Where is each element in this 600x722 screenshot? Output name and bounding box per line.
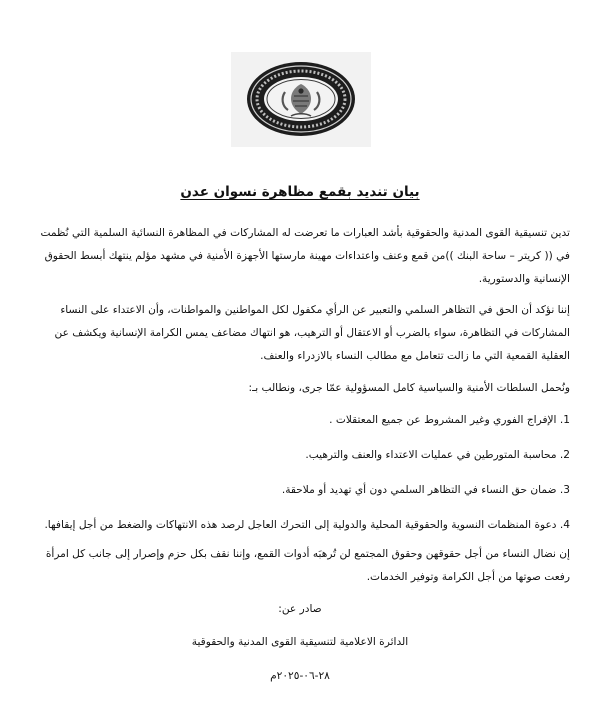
demand-item-1: 1. الإفراج الفوري وغير المشروط عن جميع المعتقلات . — [329, 414, 570, 426]
statement-date: ٢٨-٠٦-٢٠٢٥م — [270, 670, 330, 682]
closing-paragraph: إن نضال النساء من أجل حقوقهن وحقوق المجتمع لن تُرهبَه أدوات القمع، وإننا نقف بكل حزم وإصرار إلى جانب كل امرأة رفعت صوتها من أجل الكرامة وتوفير الخدمات. — [45, 548, 570, 583]
demands-intro: ونُحمل السلطات الأمنية والسياسية كامل المسؤولية عمّا جرى، ونطالب بـ: — [248, 382, 570, 394]
statement-title: بيان تنديد بقمع مظاهرة نسوان عدن — [180, 184, 420, 200]
demand-item-2: 2. محاسبة المتورطين في عمليات الاعتداء والعنف والترهيب. — [305, 449, 570, 461]
seal-emblem-icon — [231, 52, 371, 147]
issued-by-label: صادر عن: — [278, 603, 322, 615]
issuing-organization: الدائرة الاعلامية لتنسيقية القوى المدنية والحقوقية — [191, 636, 409, 648]
demand-item-3: 3. ضمان حق النساء في التظاهر السلمي دون أي تهديد أو ملاحقة. — [281, 484, 570, 496]
organization-logo — [231, 52, 371, 147]
statement-body — [30, 222, 570, 688]
demand-item-4: 4. دعوة المنظمات النسوية والحقوقية المحلية والدولية إلى التحرك العاجل لرصد هذه الانتهاكات والضغط من أجل إيقافها. — [44, 519, 570, 531]
intro-paragraph: تدين تنسيقية القوى المدنية والحقوقية بأشد العبارات ما تعرضت له المشاركات في المظاهرة النسائية السلمية التي نُظمت في (( كريتر – ساحة البنك ))من قمع وعنف واعتداءات مهينة مارستها الأجهزة الأمنية في مشهد مؤلم ينتهك أبسط الحقوق الإنسانية والدستورية. — [40, 227, 570, 285]
rights-paragraph: إننا نؤكد أن الحق في التظاهر السلمي والتعبير عن الرأي مكفول لكل المواطنين والمواطنات، وأن الاعتداء على النساء المشاركات في التظاهرة، سواء بالضرب أو الاعتقال أو الترهيب، هو انتهاك مضاعف يمس الكرامة الإنسانية ويكشف عن العقلية القمعية التي ما زالت تتعامل مع مطالب النساء بالازدراء والعنف. — [54, 304, 570, 362]
